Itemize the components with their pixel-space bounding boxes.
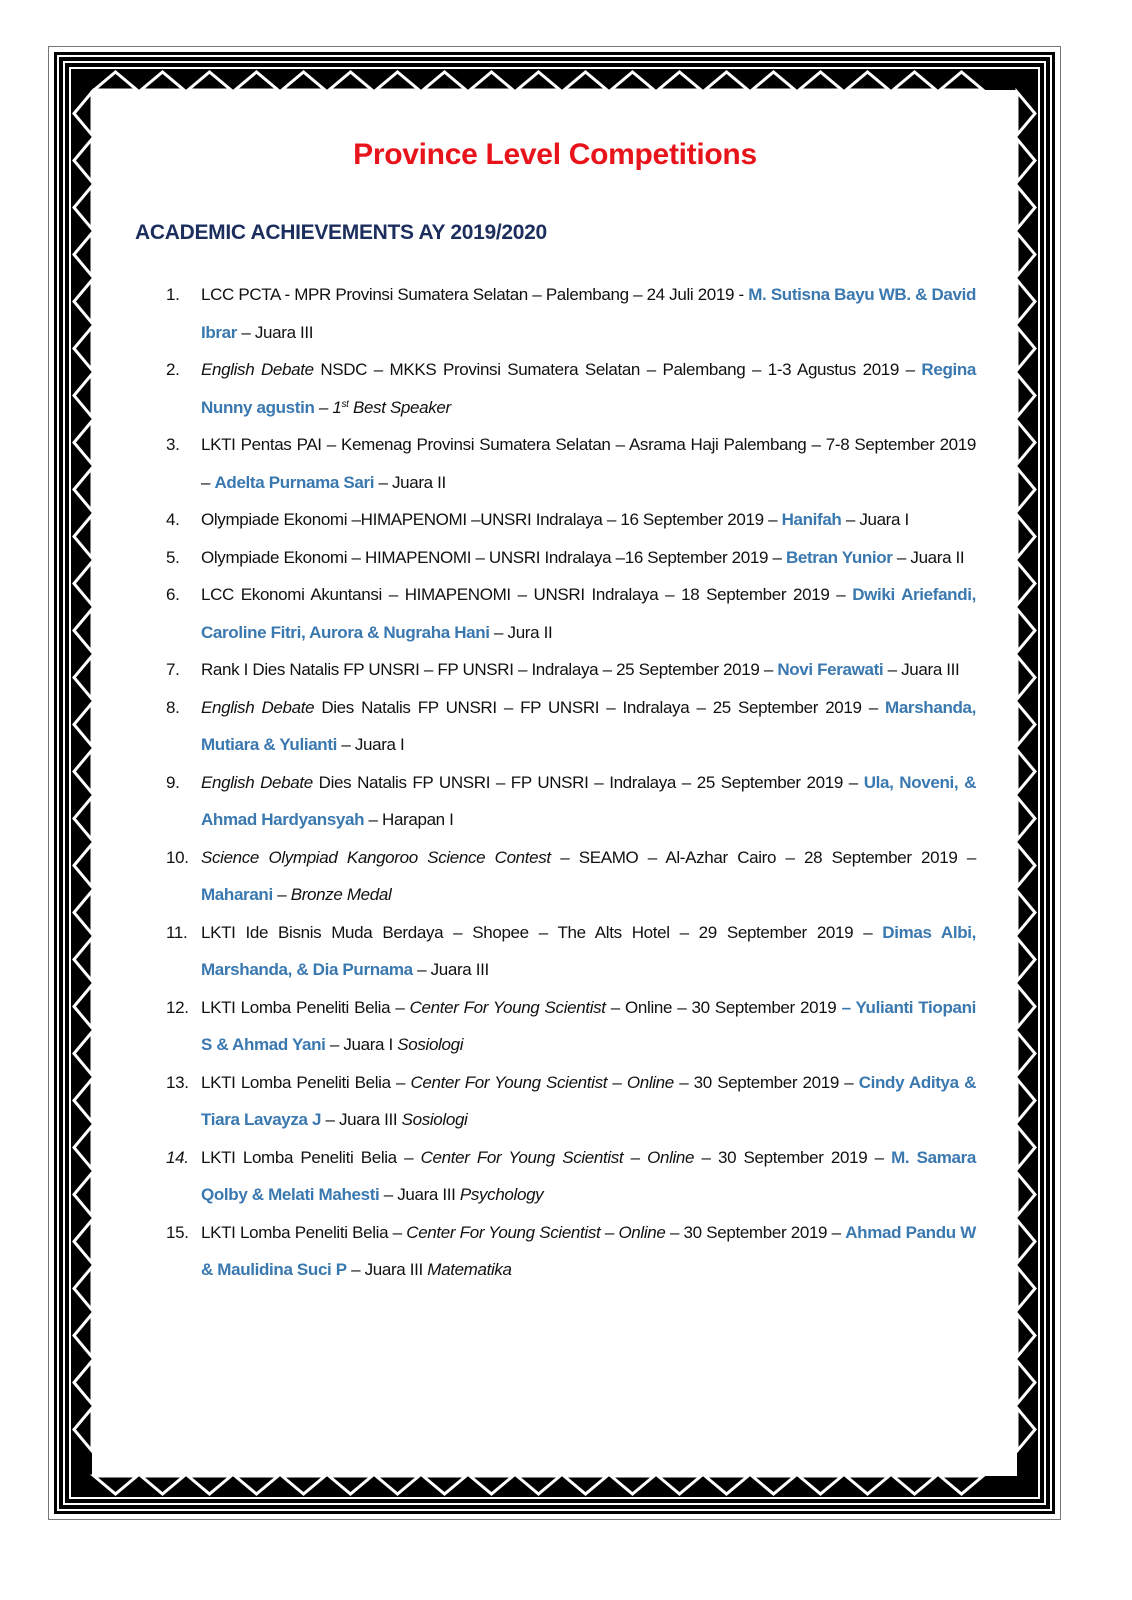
participant-names: – Yulianti Tiopani S & Ahmad Yani [201,997,976,1054]
italic-text: English Debate [201,772,313,792]
list-item-number: 3. [166,435,180,454]
list-item-number: 7. [166,660,180,679]
item-text: – Juara III [237,322,314,342]
list-item [166,426,976,501]
item-text: – Online – 30 September 2019 [605,997,842,1017]
item-text: Rank I Dies Natalis FP UNSRI – FP UNSRI – Indralaya – 25 September 2019 – [201,660,778,679]
item-text: Olympiade Ekonomi –HIMAPENOMI –UNSRI Indralaya – 16 September 2019 – [201,510,782,529]
item-text: Dies Natalis FP UNSRI – FP UNSRI – Indralaya – 25 September 2019 – [312,772,864,792]
list-item [166,501,976,539]
item-text: LKTI Ide Bisnis Muda Berdaya – Shopee – The Alts Hotel – 29 September 2019 – [201,922,883,942]
list-item-number: 2. [166,360,180,379]
list-item [166,839,976,914]
list-item [166,276,976,351]
list-item-number: 13. [166,1072,189,1092]
item-text: – 30 September 2019 – [673,1072,859,1092]
item-text: LCC PCTA - MPR Provinsi Sumatera Selatan – Palembang – 24 Juli 2019 - [201,285,749,304]
italic-text: Center For Young Scientist [406,1222,601,1242]
list-item-number: 5. [166,547,180,567]
list-item-number: 4. [166,510,180,529]
participant-names: Adelta Purnama Sari [214,472,375,492]
italic-text: Online [618,1222,666,1242]
list-item-number: 12. [166,997,189,1017]
participant-names: Cindy Aditya & Tiara Lavayza J [201,1072,976,1129]
list-item [166,914,976,989]
list-item-number: 15. [166,1222,189,1242]
participant-names: Ula, Noveni, & Ahmad Hardyansyah [201,772,976,829]
list-item-number: 1. [166,285,180,304]
item-text: – SEAMO – Al-Azhar Cairo – 28 September 2019 – [550,847,976,867]
italic-text: 1 [332,397,342,417]
item-text: – Juara III [346,1260,428,1279]
item-text: – 30 September 2019 – [694,1147,892,1167]
list-item [166,1064,976,1139]
participant-names: Dimas Albi, Marshanda, & Dia Purnama [201,922,976,979]
list-item-number: 14. [166,1147,189,1167]
item-text: LKTI Lomba Peneliti Belia – [201,1222,407,1242]
participant-names: Hanifah [781,510,842,529]
participant-names: Maharani [201,885,273,904]
item-text: – Juara III [379,1185,460,1204]
participant-names: M. Sutisna Bayu WB. & David Ibrar [201,285,977,342]
list-item [166,764,976,839]
item-text: – 30 September 2019 – [665,1222,846,1242]
page-title: Province Level Competitions [353,138,757,171]
item-text: – [272,885,291,904]
italic-text: Center For Young Scientist – Online [420,1147,695,1167]
item-text: NSDC – MKKS Provinsi Sumatera Selatan – Palembang – 1-3 Agustus 2019 – [313,360,922,379]
item-text: LCC Ekonomi Akuntansi – HIMAPENOMI – UNSRI Indralaya – 18 September 2019 – [201,585,853,604]
item-text: – Juara I [841,510,909,529]
list-item-number: 8. [166,697,180,717]
italic-text: Science Olympiad Kangoroo Science Contest [201,847,551,867]
item-text: LKTI Lomba Peneliti Belia – [201,1072,411,1092]
item-text: – [600,1222,619,1242]
italic-text: English Debate [201,360,314,379]
item-text: LKTI Pentas PAI – Kemenag Provinsi Sumatera Selatan – Asrama Haji Palembang – 7-8 September 2019 – [201,435,976,492]
list-item [166,1139,976,1214]
italic-text: Center For Young Scientist [409,997,606,1017]
list-item [166,1214,976,1289]
item-text: – Harapan I [364,810,454,829]
list-item [166,576,976,651]
italic-text: Best Speaker [348,397,451,417]
item-text: – [314,397,333,417]
item-text: Olympiade Ekonomi – HIMAPENOMI – UNSRI Indralaya –16 September 2019 – [201,547,786,567]
item-text: – Juara I [337,735,405,754]
italic-text: Matematika [427,1260,512,1279]
item-text: – Juara I [325,1035,398,1054]
list-item [166,651,976,689]
list-item [166,689,976,764]
participant-names: Novi Ferawati [777,660,884,679]
participant-names: Ahmad Pandu W & Maulidina Suci P [201,1222,976,1279]
participant-names: Regina Nunny agustin [201,360,976,417]
participant-names: Marshanda, Mutiara & Yulianti [201,697,976,754]
list-item [166,539,976,577]
item-text: – Juara II [892,547,965,567]
item-text: – Juara III [883,660,960,679]
list-item-number: 10. [166,847,189,867]
italic-text: Center For Young Scientist – Online [410,1072,674,1092]
item-text: – Juara III [412,960,489,979]
item-text: Dies Natalis FP UNSRI – FP UNSRI – Indralaya – 25 September 2019 – [314,697,886,717]
italic-text: English Debate [201,697,315,717]
list-item [166,989,976,1064]
italic-text: Psychology [459,1185,544,1204]
item-text: – Juara II [374,472,446,492]
item-text: LKTI Lomba Peneliti Belia – [201,997,410,1017]
participant-names: Betran Yunior [785,547,893,567]
italic-text: Sosiologi [397,1035,464,1054]
list-item-number: 6. [166,585,180,604]
item-text: – Jura II [489,622,553,642]
item-text: – Juara III [321,1110,402,1129]
section-heading: ACADEMIC ACHIEVEMENTS AY 2019/2020 [135,221,547,244]
participant-names: M. Samara Qolby & Melati Mahesti [201,1147,976,1204]
ordinal-suffix: st [341,398,349,410]
participant-names: Dwiki Ariefandi, Caroline Fitri, Aurora & Nugraha Hani [201,585,976,642]
list-item [166,351,976,426]
italic-text: Bronze Medal [290,885,392,904]
achievement-list [166,276,976,1289]
list-item-number: 9. [166,772,180,792]
list-item-number: 11. [166,922,188,942]
item-text: LKTI Lomba Peneliti Belia – [201,1147,421,1167]
italic-text: Sosiologi [401,1110,468,1129]
